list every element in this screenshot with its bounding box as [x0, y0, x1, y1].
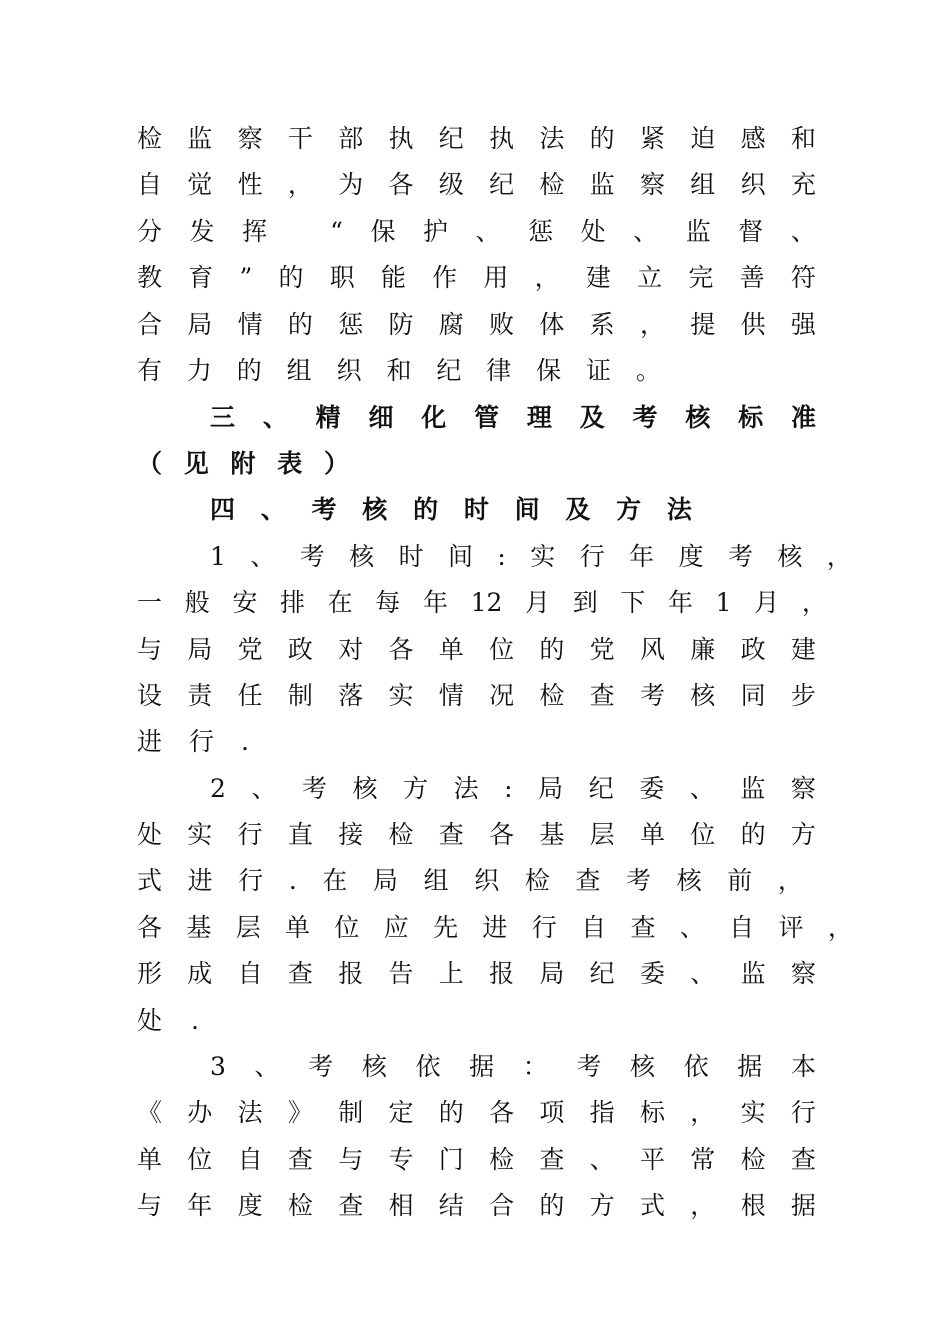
body-line-6: 有 力 的 组 织 和 纪 律 保 证 。: [137, 356, 661, 385]
item-1-line-4: 设 责 任 制 落 实 情 况 检 查 考 核 同 步: [137, 681, 816, 710]
item-3-line-1: 3 、 考 核 依 据 ： 考 核 依 据 本: [210, 1052, 816, 1081]
body-line-5: 合 局 情 的 惩 防 腐 败 体 系 ， 提 供 强: [137, 310, 816, 339]
body-line-2: 自 觉 性 ， 为 各 级 纪 检 监 察 组 织 充: [137, 170, 816, 199]
section-heading-four: 四 、 考 核 的 时 间 及 方 法: [210, 495, 692, 524]
body-line-4: 教 育 ” 的 职 能 作 用 ， 建 立 完 善 符: [137, 263, 816, 292]
item-2-line-3: 式 进 行 . 在 局 组 织 检 查 考 核 前 ，: [137, 866, 803, 895]
item-2-line-6: 处 .: [137, 1006, 199, 1035]
item-2-line-2: 处 实 行 直 接 检 查 各 基 层 单 位 的 方: [137, 820, 816, 849]
item-2-line-4: 各 基 层 单 位 应 先 进 行 自 查 、 自 评 ，: [137, 913, 853, 942]
item-2-line-5: 形 成 自 查 报 告 上 报 局 纪 委 、 监 察: [137, 959, 816, 988]
body-line-3: 分 发 挥 “ 保 护 、 惩 处 、 监 督 、: [137, 217, 816, 246]
section-heading-three-continuation: （ 见 附 表 ）: [137, 449, 349, 478]
body-line-1: 检 监 察 干 部 执 纪 执 法 的 紧 迫 感 和: [137, 124, 816, 153]
item-1-line-1: 1 、 考 核 时 间 : 实 行 年 度 考 核 ，: [210, 542, 852, 571]
item-3-line-2: 《 办 法 》 制 定 的 各 项 指 标 ， 实 行: [137, 1098, 816, 1127]
item-1-line-2: 一 般 安 排 在 每 年 12 月 到 下 年 1 月 ，: [137, 588, 827, 617]
item-2-line-1: 2 、 考 核 方 法 : 局 纪 委 、 监 察: [210, 774, 816, 803]
item-3-line-4: 与 年 度 检 查 相 结 合 的 方 式 ， 根 据: [137, 1191, 816, 1220]
item-1-line-5: 进 行 .: [137, 727, 249, 756]
section-heading-three: 三 、 精 细 化 管 理 及 考 核 标 准: [210, 403, 816, 432]
item-3-line-3: 单 位 自 查 与 专 门 检 查 、 平 常 检 查: [137, 1145, 816, 1174]
item-1-line-3: 与 局 党 政 对 各 单 位 的 党 风 廉 政 建: [137, 635, 816, 664]
